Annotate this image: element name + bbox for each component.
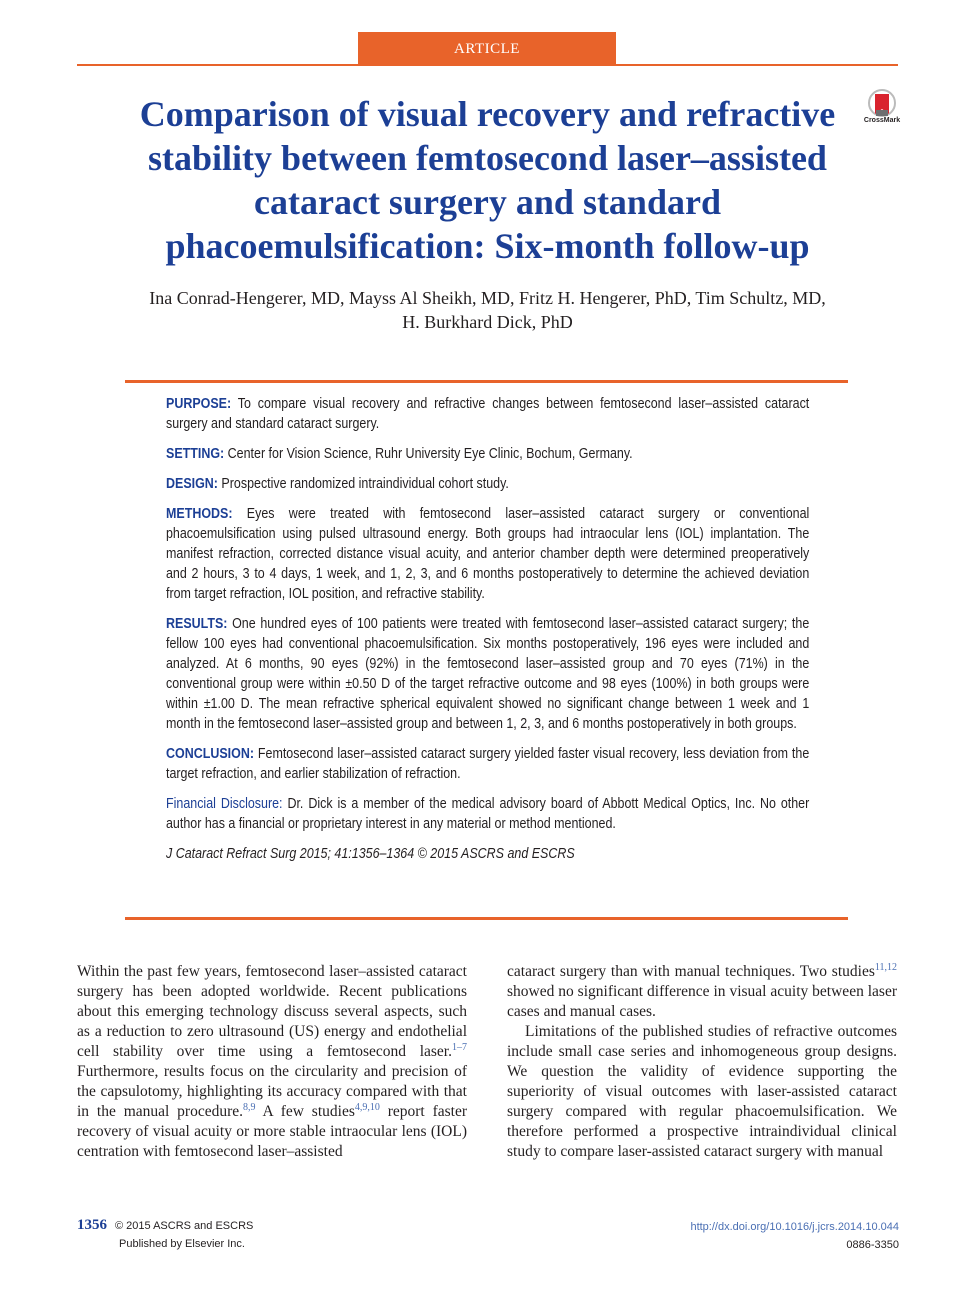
body-paragraph: Limitations of the published studies of refractive outcomes include small case series and inhomogeneous group designs. We question the validity of evidence supporting the superiority of visual outcomes with laser-assisted cataract surgery compared with regular phacoemulsification. We therefore performed a prospective intraindividual clinical study to compare laser-assisted cataract surgery with manual [507, 1023, 897, 1160]
reference-link[interactable]: 1–7 [452, 1041, 467, 1053]
reference-link[interactable]: 8,9 [243, 1101, 256, 1113]
methods-text: Eyes were treated with femtosecond laser–assisted cataract surgery or conventional phacoemulsification using pulsed ultrasound energy. Both groups had intraocular lens (IOL) implantation. The manifest refraction, corrected distance visual acuity, and anterior chamber depth were determined preoperatively and 2 hours, 3 to 4 days, 1 week, and 1, 2, 3, and 6 months postoperatively to determine the achieved deviation from target refraction, IOL position, and refractive stability. [166, 506, 810, 602]
body-column-left [77, 962, 467, 1162]
journal-citation: J Cataract Refract Surg 2015; 41:1356–1364 © 2015 ASCRS and ESCRS [166, 846, 575, 862]
publisher: Published by Elsevier Inc. [119, 1238, 245, 1250]
purpose-label: PURPOSE: [166, 396, 232, 412]
reference-link[interactable]: 4,9,10 [354, 1101, 380, 1113]
page-number: 1356 [77, 1217, 107, 1233]
footer-left [77, 1216, 253, 1253]
body-paragraph [77, 962, 467, 1162]
abstract-design [166, 474, 809, 494]
results-label: RESULTS: [166, 616, 228, 632]
section-label: ARTICLE [358, 32, 616, 65]
issn: 0886-3350 [846, 1239, 899, 1251]
abstract-setting [166, 444, 809, 464]
disclosure-text: Dr. Dick is a member of the medical advisory board of Abbott Medical Optics, Inc. No other author has a financial or proprietary interest in any material or method mentioned. [166, 796, 810, 832]
results-text: One hundred eyes of 100 patients were treated with femtosecond laser–assisted cataract surgery; the fellow 100 eyes had conventional phacoemulsification. Six months postoperatively, 196 eyes were included and analyzed. At 6 months, 90 eyes (92%) in the femtosecond laser–assisted group and 70 eyes (71%) in the conventional group were within ±0.50 D of the target refractive outcome and 98 eyes (100%) in both groups were within ±1.00 D. The mean refractive spherical equivalent showed no significant change between 1 week and 1 month in the femtosecond laser–assisted group and between 1, 2, 3, and 6 months postoperatively in both groups. [166, 616, 810, 732]
footer-right [620, 1216, 899, 1254]
body-text: A few studies [255, 1103, 355, 1120]
purpose-text: To compare visual recovery and refractive changes between femtosecond laser–assisted cataract surgery and standard cataract surgery. [166, 396, 810, 432]
abstract [166, 394, 809, 874]
body-text: Furthermore, results focus on the circularity and precision of the capsulotomy, highlighting its accuracy compared with that in the manual procedure. [77, 1063, 467, 1120]
footer-line-1 [77, 1216, 253, 1235]
authors-line-1: Ina Conrad-Hengerer, MD, Mayss Al Sheikh, MD, Fritz H. Hengerer, PhD, Tim Schultz, MD, [149, 288, 826, 308]
design-text: Prospective randomized intraindividual cohort study. [217, 476, 509, 492]
body-text: Within the past few years, femtosecond laser–assisted cataract surgery has been adopted worldwide. Recent publications about this emerging technology discuss several aspects, such as a reduction to zero ultrasound (US) energy and endothelial cell stability over time using a femtosecond laser. [77, 963, 467, 1060]
article-title: Comparison of visual recovery and refractive stability between femtosecond laser–assisted cataract surgery and standard phacoemulsification: Six-month follow-up [139, 94, 836, 266]
body-text: showed no significant difference in visual acuity between laser cases and manual cases. [507, 983, 897, 1020]
abstract-bottom-rule [125, 917, 848, 920]
setting-text: Center for Vision Science, Ruhr University Eye Clinic, Bochum, Germany. [224, 446, 633, 462]
body-column-right [507, 962, 897, 1162]
conclusion-text: Femtosecond laser–assisted cataract surgery yielded faster visual recovery, less deviation from the target refraction, and earlier stabilization of refraction. [166, 746, 810, 782]
abstract-purpose [166, 394, 809, 434]
setting-label: SETTING: [166, 446, 225, 462]
body-paragraph [507, 962, 897, 1022]
design-label: DESIGN: [166, 476, 218, 492]
copyright: © 2015 ASCRS and ESCRS [115, 1220, 254, 1232]
author-list [90, 286, 885, 334]
abstract-top-rule [125, 380, 848, 383]
body-text: report faster recovery of visual acuity or more stable intraocular lens (IOL) centration with femtosecond laser–assisted [77, 1103, 467, 1160]
crossmark-label: CrossMark [863, 117, 901, 124]
doi-link[interactable]: http://dx.doi.org/10.1016/j.jcrs.2014.10.044 [690, 1221, 899, 1233]
body-text: cataract surgery than with manual techniques. Two studies [507, 963, 875, 980]
abstract-results [166, 614, 809, 734]
disclosure-label: Financial Disclosure: [166, 796, 283, 812]
abstract-conclusion [166, 744, 809, 784]
reference-link[interactable]: 11,12 [874, 961, 897, 973]
abstract-methods [166, 504, 809, 604]
abstract-disclosure [166, 794, 809, 834]
conclusion-label: CONCLUSION: [166, 746, 254, 762]
authors-line-2: H. Burkhard Dick, PhD [402, 312, 573, 332]
methods-label: METHODS: [166, 506, 233, 522]
